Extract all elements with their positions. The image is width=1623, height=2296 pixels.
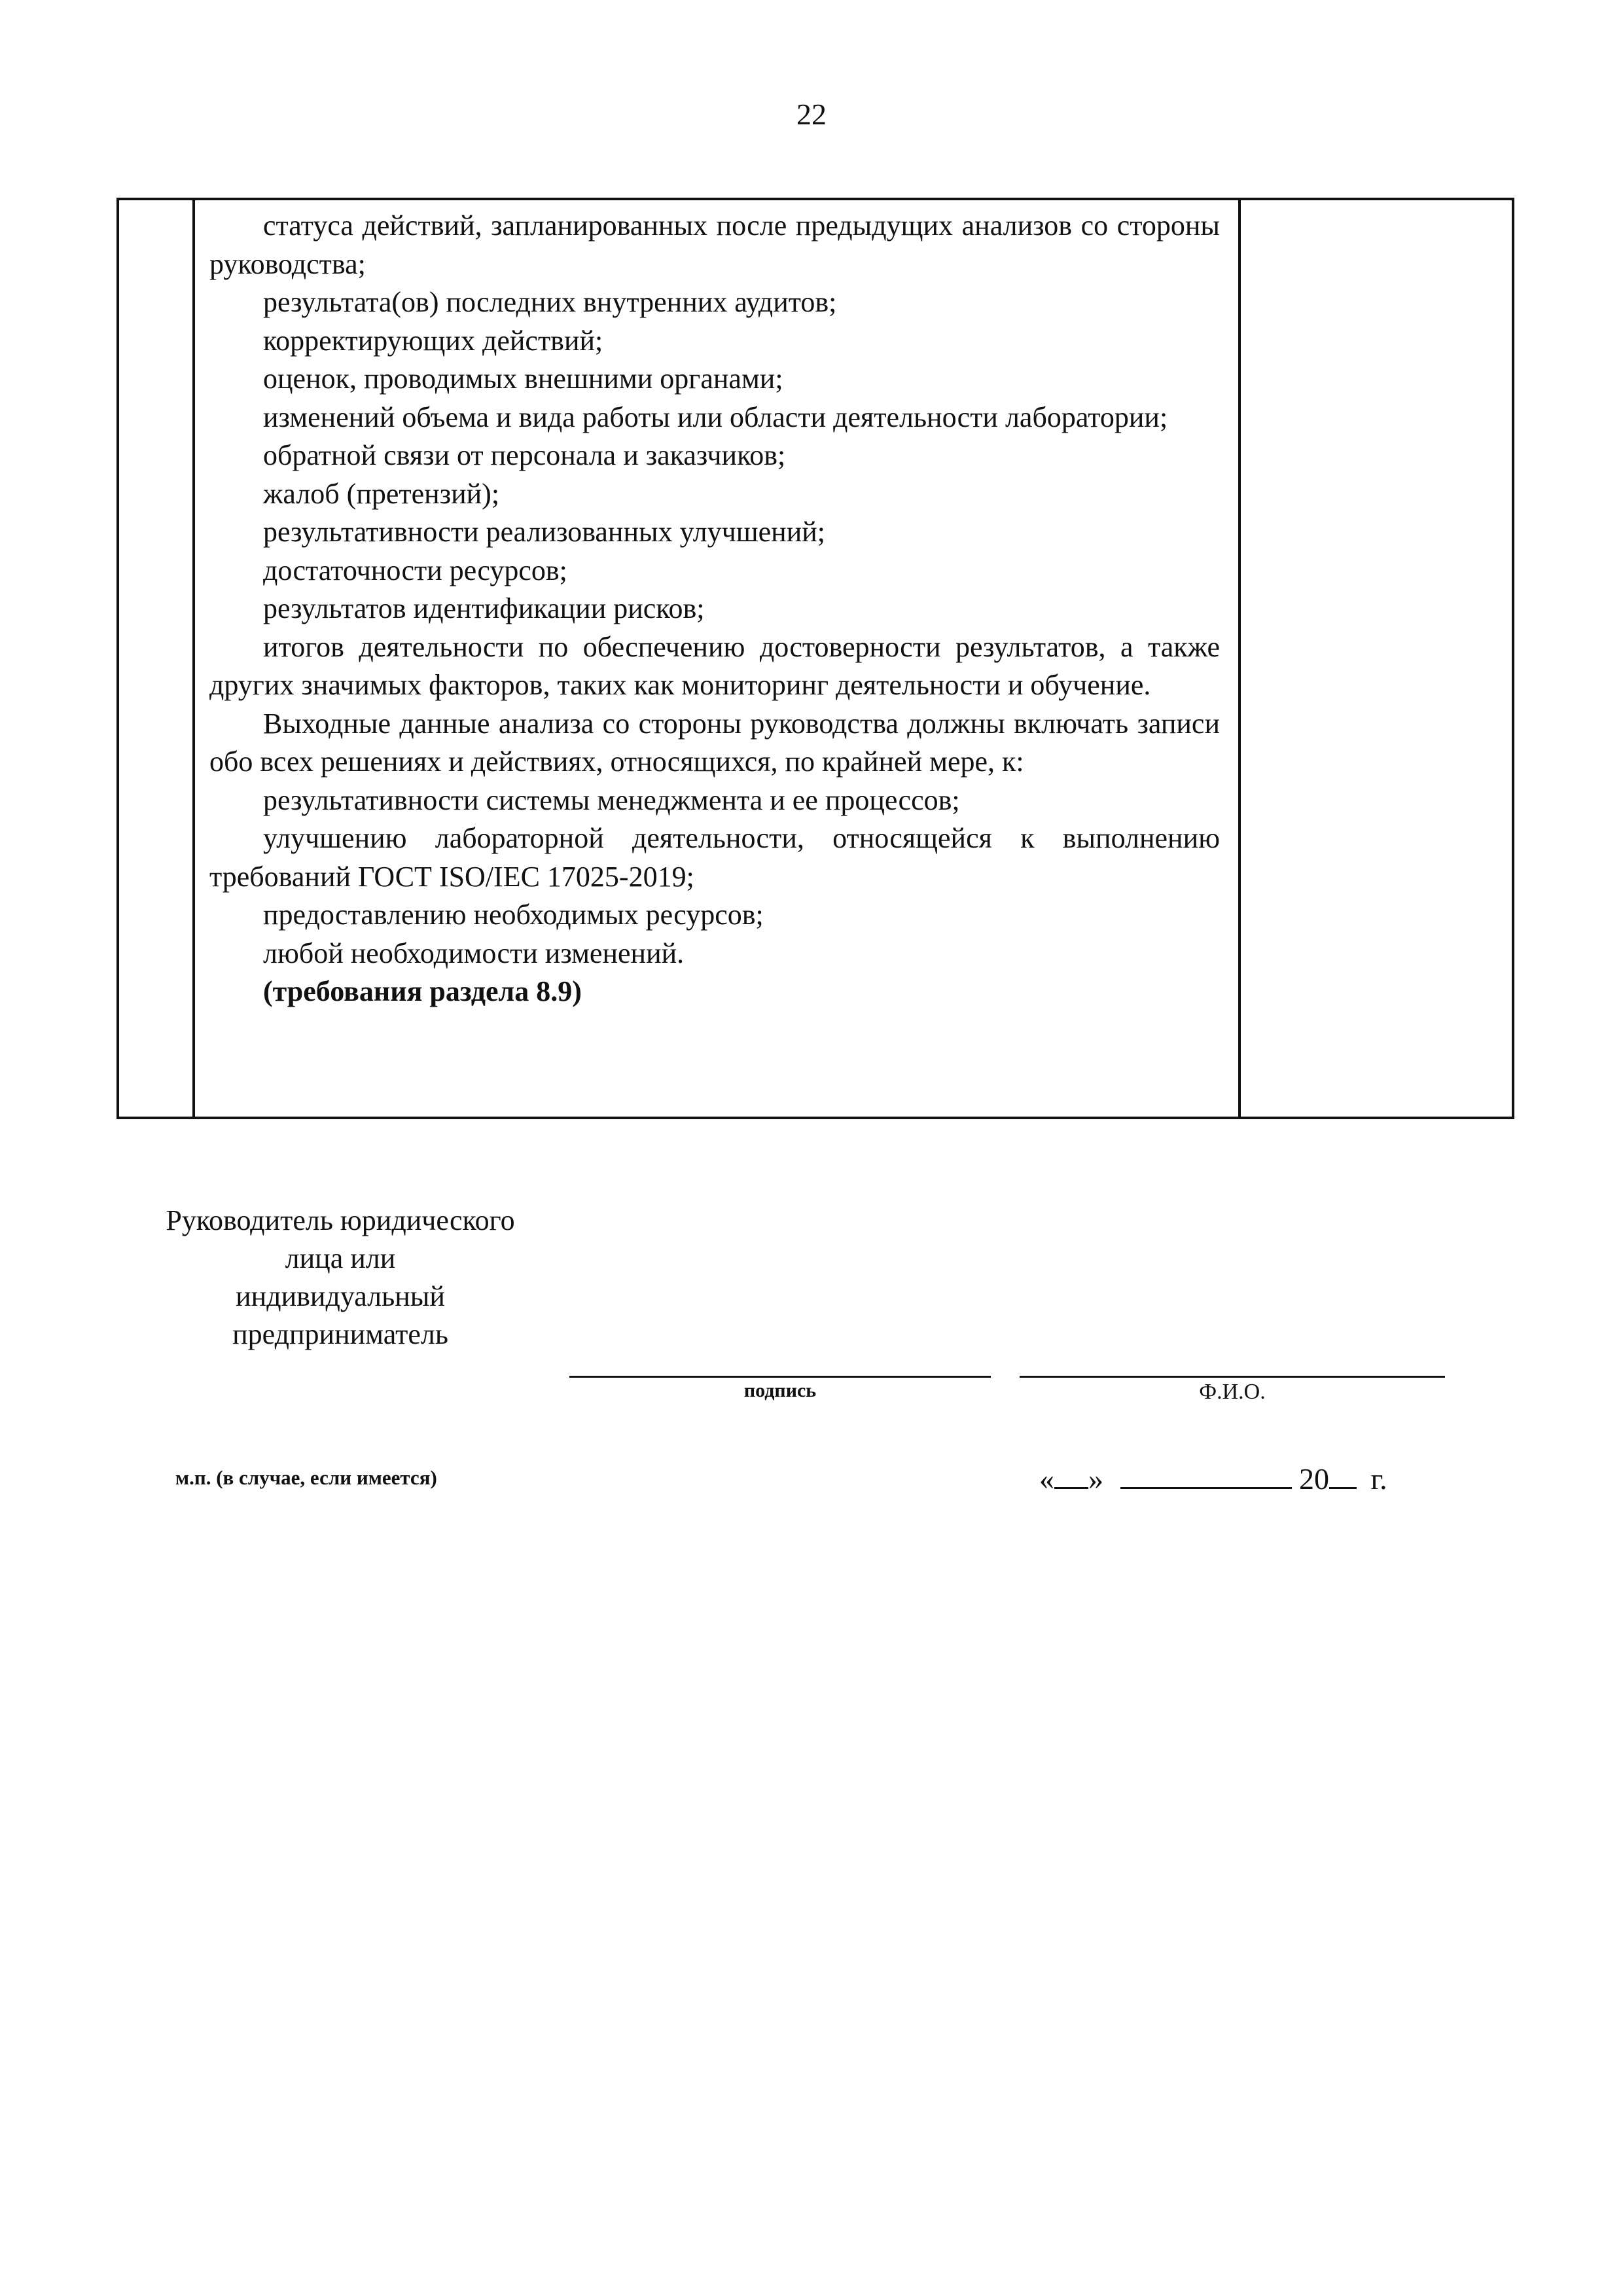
requirement-paragraph: результатов идентификации рисков; [263, 592, 705, 624]
requirements-text [195, 200, 1238, 1011]
signature-caption: подпись [743, 1380, 817, 1401]
signer-title-line: Руководитель юридического [166, 1204, 515, 1236]
requirement-paragraph: любой необходимости изменений. [263, 937, 685, 969]
year-prefix: 20 [1299, 1462, 1329, 1496]
requirement-paragraph: оценок, проводимых внешними органами; [263, 363, 783, 395]
requirements-cell [194, 199, 1240, 1118]
table-row [118, 199, 1513, 1118]
requirement-paragraph: итогов деятельности по обеспечению достоверности результатов, а также других значимых факторов, таких как мониторинг деятельности и обучение. [209, 630, 1220, 701]
requirement-paragraph: обратной связи от персонала и заказчиков; [263, 439, 786, 471]
month-blank[interactable] [1120, 1461, 1292, 1489]
seal-note: м.п. (в случае, если имеется) [175, 1466, 437, 1489]
signer-title [137, 1202, 543, 1354]
year-blank[interactable] [1329, 1461, 1357, 1489]
date-open-quote: « [1039, 1462, 1054, 1496]
requirement-paragraph: Выходные данные анализа со стороны руководства должны включать записи обо всех решениях и действиях, относящихся, по крайней мере, к: [209, 707, 1220, 778]
signer-title-line: предприниматель [232, 1318, 448, 1350]
requirement-paragraph: результативности системы менеджмента и ее процессов; [263, 783, 960, 816]
requirement-paragraph: улучшению лабораторной деятельности, относящейся к выполнению требований ГОСТ ISO/IEC 17025-2019; [209, 822, 1220, 893]
requirements-table [116, 198, 1514, 1119]
requirement-paragraph: корректирующих действий; [263, 324, 603, 357]
number-cell [118, 199, 194, 1118]
day-blank[interactable] [1054, 1461, 1088, 1489]
date-close-quote: » [1088, 1462, 1103, 1496]
requirement-paragraph: результативности реализованных улучшений; [263, 516, 826, 548]
signer-title-line: лица или [285, 1242, 396, 1274]
requirement-paragraph: изменений объема и вида работы или области деятельности лаборатории; [263, 401, 1168, 433]
name-caption: Ф.И.О. [1199, 1380, 1266, 1404]
requirement-paragraph: статуса действий, запланированных после предыдущих анализов со стороны руководства; [209, 209, 1220, 280]
signature-line[interactable] [569, 1376, 991, 1378]
requirement-paragraph: предоставлению необходимых ресурсов; [263, 899, 764, 931]
requirement-paragraph: результата(ов) последних внутренних аудитов; [263, 286, 837, 318]
year-suffix: г. [1370, 1462, 1387, 1496]
requirement-paragraph: достаточности ресурсов; [263, 554, 567, 586]
name-line[interactable] [1020, 1376, 1445, 1378]
requirement-paragraph: жалоб (претензий); [263, 477, 500, 510]
requirement-reference: (требования раздела 8.9) [263, 975, 582, 1007]
page-number: 22 [796, 98, 827, 131]
signer-title-line: индивидуальный [236, 1280, 445, 1312]
note-cell [1240, 199, 1513, 1118]
date-field [1039, 1461, 1387, 1496]
